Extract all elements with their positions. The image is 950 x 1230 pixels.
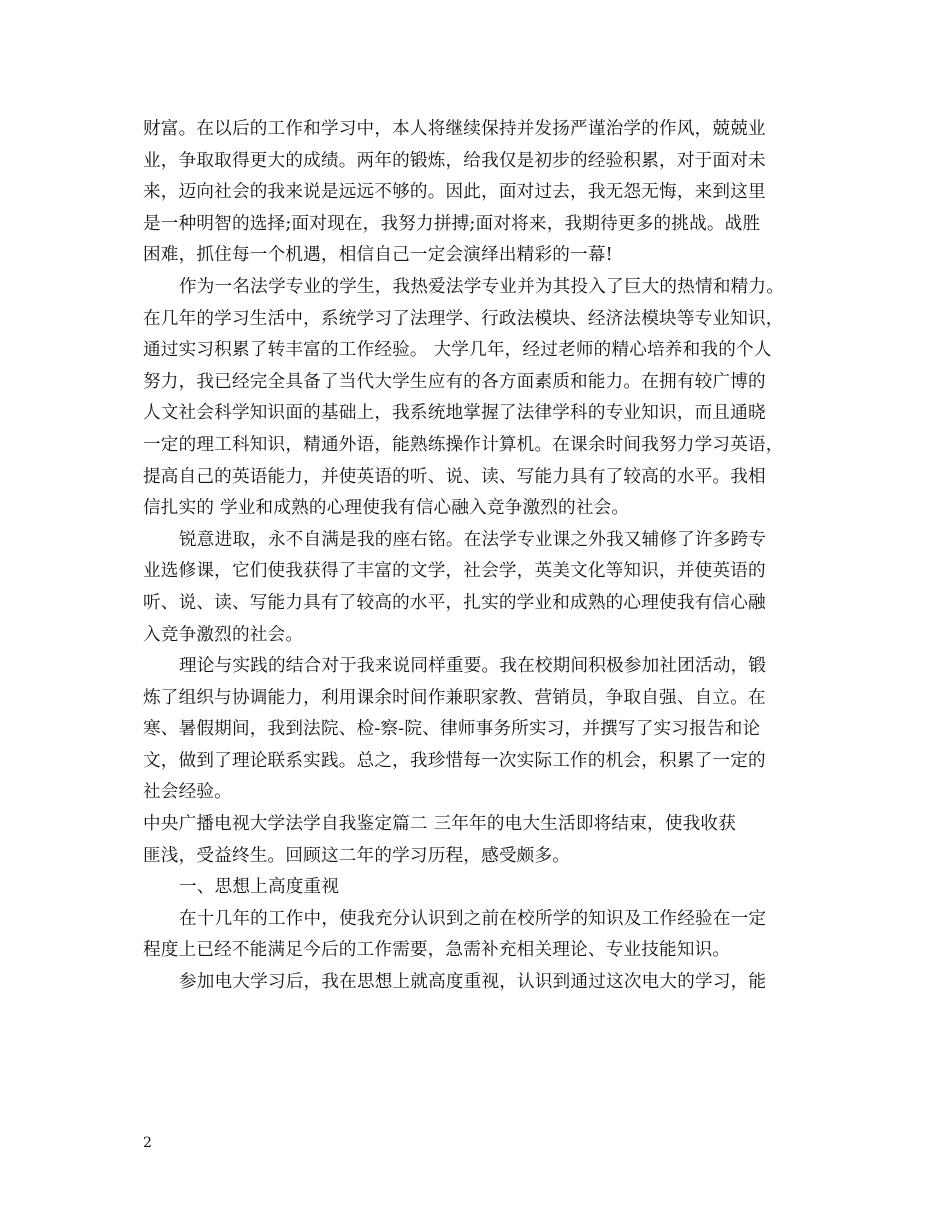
text-line: 寒、暑假期间，我到法院、检-察-院、律师事务所实习，并撰写了实习报告和论: [143, 719, 761, 740]
text-line: 文，做到了理论联系实践。总之，我珍惜每一次实际工作的机会，积累了一定的: [143, 750, 766, 771]
text-line: 在几年的学习生活中，系统学习了法理学、行政法模块、经济法模块等专业知识，: [143, 308, 784, 329]
text-line: 人文社会科学知识面的基础上，我系统地掌握了法律学科的专业知识，而且通晓: [143, 403, 766, 424]
text-line: 炼了组织与协调能力，利用课余时间作兼职家教、营销员，争取自强、自立。在: [143, 687, 766, 708]
text-line: 作为一名法学专业的学生，我热爱法学专业并为其投入了巨大的热情和精力。: [179, 276, 784, 297]
text-line: 理论与实践的结合对于我来说同样重要。我在校期间积极参加社团活动，锻: [179, 656, 767, 677]
text-line: 财富。在以后的工作和学习中，本人将继续保持并发扬严谨治学的作风，兢兢业: [143, 119, 766, 139]
text-line: 社会经验。: [143, 782, 232, 803]
text-line: 努力，我已经完全具备了当代大学生应有的各方面素质和能力。在拥有较广博的: [143, 371, 766, 392]
text-line: 匪浅，受益终生。回顾这二年的学习历程，感受颇多。: [143, 845, 571, 866]
text-line: 提高自己的英语能力，并使英语的听、说、读、写能力具有了较高的水平。我相: [143, 466, 766, 487]
text-line: 参加电大学习后，我在思想上就高度重视，认识到通过这次电大的学习，能: [179, 972, 767, 993]
text-line: 一定的理工科知识，精通外语，能熟练操作计算机。在课余时间我努力学习英语，: [143, 434, 784, 455]
text-line: 困难，抓住每一个机遇，相信自己一定会演绎出精彩的一幕!: [143, 245, 613, 266]
text-line: 来，迈向社会的我来说是远远不够的。因此，面对过去，我无怨无悔，来到这里: [143, 182, 766, 203]
text-line: 信扎实的 学业和成熟的心理使我有信心融入竞争激烈的社会。: [143, 498, 630, 519]
text-line: 是一种明智的选择;面对现在，我努力拼搏;面对将来，我期待更多的挑战。战胜: [143, 213, 761, 234]
text-line: 在十几年的工作中，使我充分认识到之前在校所学的知识及工作经验在一定: [179, 908, 767, 929]
text-line: 通过实习积累了转丰富的工作经验。 大学几年，经过老师的精心培养和我的个人: [143, 340, 772, 361]
text-line: 入竞争激烈的社会。: [143, 624, 304, 645]
text-line: 中央广播电视大学法学自我鉴定篇二 三年年的电大生活即将结束，使我收获: [143, 814, 736, 835]
text-line: 业选修课，它们使我获得了丰富的文学，社会学，英美文化等知识，并使英语的: [143, 561, 766, 582]
text-line: 听、说、读、写能力具有了较高的水平，扎实的学业和成熟的心理使我有信心融: [143, 592, 766, 613]
document-body: [143, 114, 823, 999]
text-line: 一、思想上高度重视: [179, 877, 340, 898]
page-number: 2: [143, 1135, 152, 1151]
text-line: 锐意进取，永不自满是我的座右铭。在法学专业课之外我又辅修了许多跨专: [179, 529, 767, 550]
text-line: 程度上已经不能满足今后的工作需要，急需补充相关理论、专业技能知识。: [143, 940, 731, 961]
text-line: 业，争取取得更大的成绩。两年的锻炼，给我仅是初步的经验积累，对于面对未: [143, 150, 766, 171]
